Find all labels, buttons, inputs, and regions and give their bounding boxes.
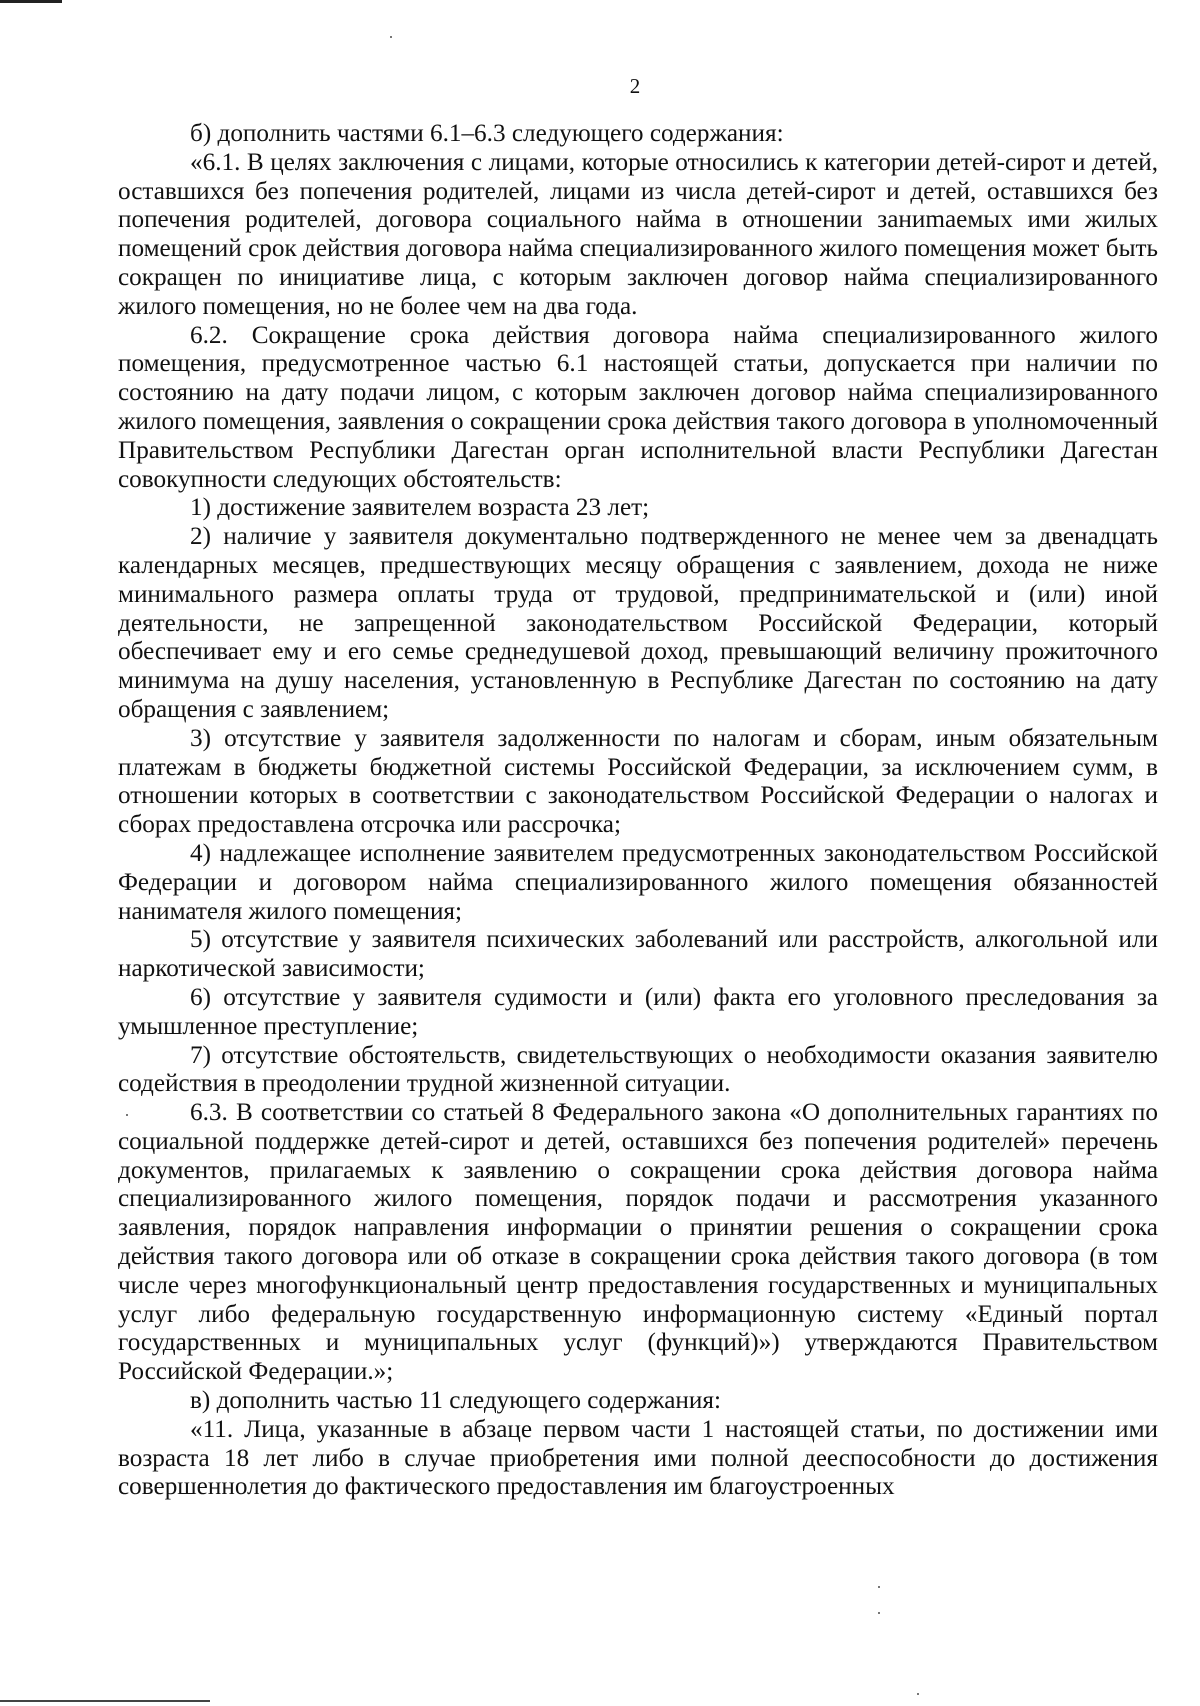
- page-number: 2: [629, 74, 641, 98]
- document-body: [118, 120, 1158, 1502]
- paragraph: 7) отсутствие обстоятельств, свидетельствующих о необходимости оказания заявителю содействия в преодолении трудной жизненной ситуации.: [118, 1041, 1158, 1098]
- paragraph: 4) надлежащее исполнение заявителем предусмотренных законодательством Российской Федерации и договором найма специализированного жилого помещения обязанностей нанимателя жилого помещения;: [118, 839, 1158, 925]
- paragraph: 1) достижение заявителем возраста 23 лет;: [190, 494, 650, 522]
- paragraph: 2) наличие у заявителя документально подтвержденного не менее чем за двенадцать календарных месяцев, предшествующих месяцу обращения с заявлением, дохода не ниже минимального размера оплаты труда от трудовой, предпринимательской и (или) иной деятельности, не запрещенной законодательством Российской Федерации, который обеспечивает ему и его семье среднедушевой доход, превышающий величину прожиточного минимума на душу населения, установленную в Республике Дагестан по состоянию на дату обращения с заявлением;: [118, 523, 1158, 723]
- scan-speck: [878, 1586, 880, 1588]
- paragraph: 6.3. В соответствии со статьей 8 Федерального закона «О дополнительных гарантиях по социальной поддержке детей-сирот и детей, оставшихся без попечения родителей» перечень документов, прилагаемых к заявлению о сокращении срока действия договора найма специализированного жилого помещения, порядок подачи и рассмотрения указанного заявления, порядок направления информации о принятии решения о сокращении срока действия такого договора или об отказе в сокращении срока действия такого договора (в том числе через многофункциональный центр предоставления государственных и муниципальных услуг либо федеральную государственную информационную систему «Единый портал государственных и муниципальных услуг (функций)») утверждаются Правительством Российской Федерации.»;: [118, 1099, 1158, 1386]
- scan-speck: [878, 1612, 880, 1614]
- scan-edge-mark-bottom: [0, 1700, 210, 1702]
- paragraph: 5) отсутствие у заявителя психических заболеваний или расстройств, алкогольной или наркотической зависимости;: [118, 926, 1158, 983]
- paragraph: 6) отсутствие у заявителя судимости и (или) факта его уголовного преследования за умышленное преступление;: [118, 983, 1158, 1040]
- paragraph: «6.1. В целях заключения с лицами, которые относились к категории детей-сирот и детей, оставшихся без попечения родителей, лицами из числа детей-сирот и детей, оставшихся без попечения родителей, договора социального найма в отношении заниmаемых ими жилых помещений срок действия договора найма специализированного жилого помещения может быть сокращен по инициативе лица, с которым заключен договор найма специализированного жилого помещения, но не более чем на два года.: [118, 148, 1158, 320]
- paragraph: б) дополнить частями 6.1–6.3 следующего содержания:: [190, 120, 784, 147]
- scan-edge-mark-top: [0, 0, 62, 3]
- paragraph: «11. Лица, указанные в абзаце первом части 1 настоящей статьи, по достижении ими возраста 18 лет либо в случае приобретения ими полной дееспособности до достижения совершеннолетия до фактического предоставления им благоустроенных: [118, 1415, 1158, 1501]
- paragraph: 3) отсутствие у заявителя задолженности по налогам и сборам, иным обязательным платежам в бюджеты бюджетной системы Российской Федерации, за исключением сумм, в отношении которых в соответствии с законодательством Российской Федерации о налогах и сборах предоставлена отсрочка или рассрочка;: [118, 724, 1158, 839]
- paragraph: 6.2. Сокращение срока действия договора найма специализированного жилого помещения, предусмотренное частью 6.1 настоящей статьи, допускается при наличии по состоянию на дату подачи лицом, с которым заключен договор найма специализированного жилого помещения, заявления о сокращении срока действия такого договора в уполномоченный Правительством Республики Дагестан орган исполнительной власти Республики Дагестан совокупности следующих обстоятельств:: [118, 321, 1158, 493]
- scan-speck: [917, 1693, 919, 1695]
- scan-speck: [390, 36, 392, 38]
- paragraph: в) дополнить частью 11 следующего содержания:: [190, 1387, 721, 1415]
